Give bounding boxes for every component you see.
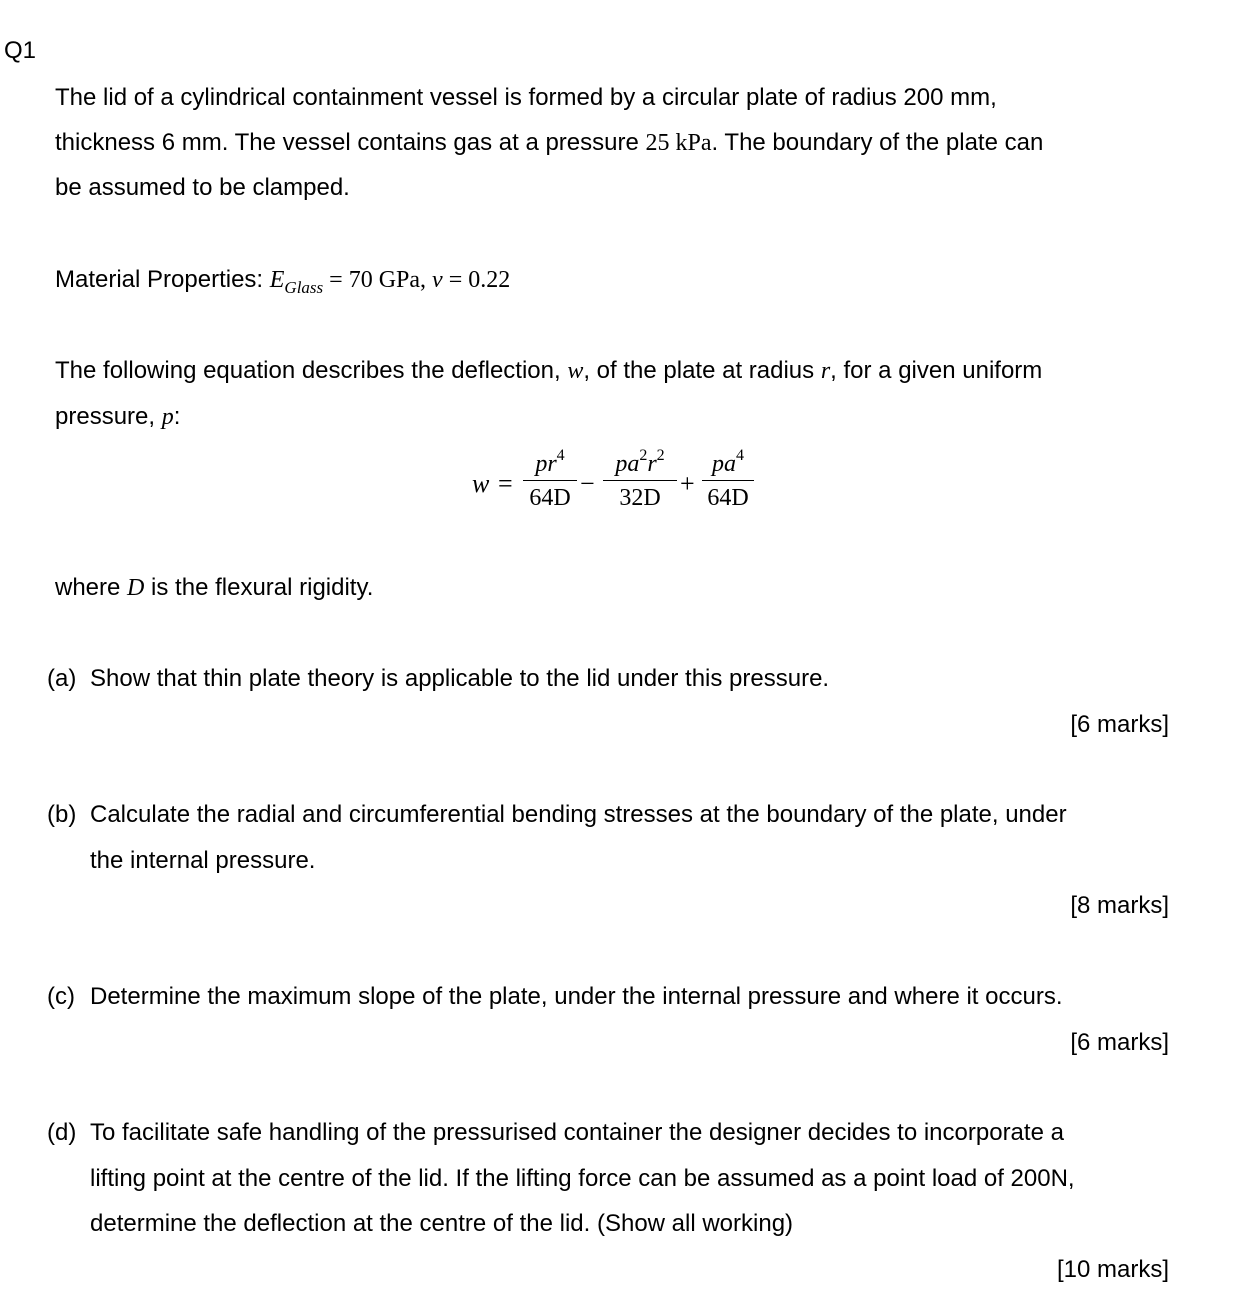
part-a-label: (a) (47, 665, 77, 692)
term-1-den-text: 64D (529, 485, 571, 511)
w-symbol: w (567, 358, 584, 384)
part-b-label: (b) (47, 801, 77, 828)
material-properties (55, 266, 511, 297)
part-b-line-1: Calculate the radial and circumferential bending stresses at the boundary of the plate, under (90, 801, 1067, 828)
nu-symbol: ν (432, 267, 443, 293)
pressure-value: 25 kPa (645, 130, 712, 156)
d-symbol: D (127, 575, 145, 601)
term-3-den-text: 64D (707, 485, 749, 511)
term-2-num-exp-2: 2 (656, 447, 665, 464)
term-1-numerator (523, 448, 577, 480)
part-d-marks: [10 marks] (1056, 1256, 1169, 1283)
term-2-num-base-2: r (647, 451, 657, 477)
equation-intro-line-2 (55, 403, 180, 431)
question-number: Q1 (4, 37, 37, 64)
term-2-den-text: 32D (619, 485, 661, 511)
intro-line-2-end: . The boundary of the plate can (711, 129, 1044, 156)
intro-line-2 (55, 129, 1043, 157)
equation-plus: + (680, 469, 695, 498)
part-b-line-2: the internal pressure. (90, 847, 316, 874)
equation-lhs: w (472, 469, 490, 498)
equation-intro-line-1 (55, 357, 1042, 385)
term-1-denominator (523, 481, 577, 515)
part-d-line-1: To facilitate safe handling of the pressurised container the designer decides to incorporate a (90, 1119, 1064, 1146)
nu-value: = 0.22 (442, 267, 511, 293)
equation-minus: − (580, 469, 595, 498)
part-a-line-1: Show that thin plate theory is applicable to the lid under this pressure. (90, 665, 830, 692)
where-text-a: where (55, 574, 128, 601)
term-1-num-exp: 4 (556, 447, 565, 464)
equation-term-1 (523, 448, 577, 515)
term-2-num-exp-1: 2 (639, 447, 648, 464)
where-text-b: is the flexural rigidity. (144, 574, 374, 601)
part-c-line-1: Determine the maximum slope of the plate, under the internal pressure and where it occurs. (90, 983, 1063, 1010)
intro-line-1: The lid of a cylindrical containment vessel is formed by a circular plate of radius 200 mm, (55, 84, 997, 111)
part-c-marks: [6 marks] (1070, 1029, 1169, 1056)
intro-line-3: be assumed to be clamped. (55, 174, 350, 201)
term-3-numerator (702, 448, 754, 480)
e-value: = 70 GPa, (323, 267, 433, 293)
equation-intro-colon: : (173, 403, 181, 430)
equation-intro-text-c: , for a given uniform (830, 357, 1043, 384)
r-symbol: r (820, 358, 831, 384)
term-3-num-base: pa (712, 451, 736, 477)
equation-equals: = (498, 469, 513, 498)
p-symbol: p (161, 404, 174, 430)
part-d-line-2: lifting point at the centre of the lid. If the lifting force can be assumed as a point load of 200N, (90, 1165, 1075, 1192)
part-d-line-3: determine the deflection at the centre of the lid. (Show all working) (90, 1210, 794, 1237)
equation-term-2 (603, 448, 677, 515)
part-c-label: (c) (47, 983, 75, 1010)
term-3-denominator (702, 481, 754, 515)
intro-line-2-start: thickness 6 mm. The vessel contains gas at a pressure (55, 129, 646, 156)
equation-term-3 (702, 448, 754, 515)
e-subscript: Glass (284, 278, 324, 297)
part-d-label: (d) (47, 1119, 77, 1146)
term-2-num-base-1: pa (615, 451, 640, 477)
e-symbol: E (269, 267, 285, 293)
part-b-marks: [8 marks] (1070, 892, 1169, 919)
term-1-num-base: pr (535, 451, 557, 477)
term-2-denominator (603, 481, 677, 515)
equation-intro-text-d: pressure, (55, 403, 162, 430)
term-2-numerator (603, 448, 677, 480)
term-3-num-exp: 4 (736, 447, 744, 464)
where-line (55, 574, 373, 602)
equation-intro-text-b: , of the plate at radius (583, 357, 821, 384)
equation-intro-text-a: The following equation describes the deflection, (55, 357, 568, 384)
material-label: Material Properties: (55, 266, 270, 293)
part-a-marks: [6 marks] (1070, 711, 1169, 738)
